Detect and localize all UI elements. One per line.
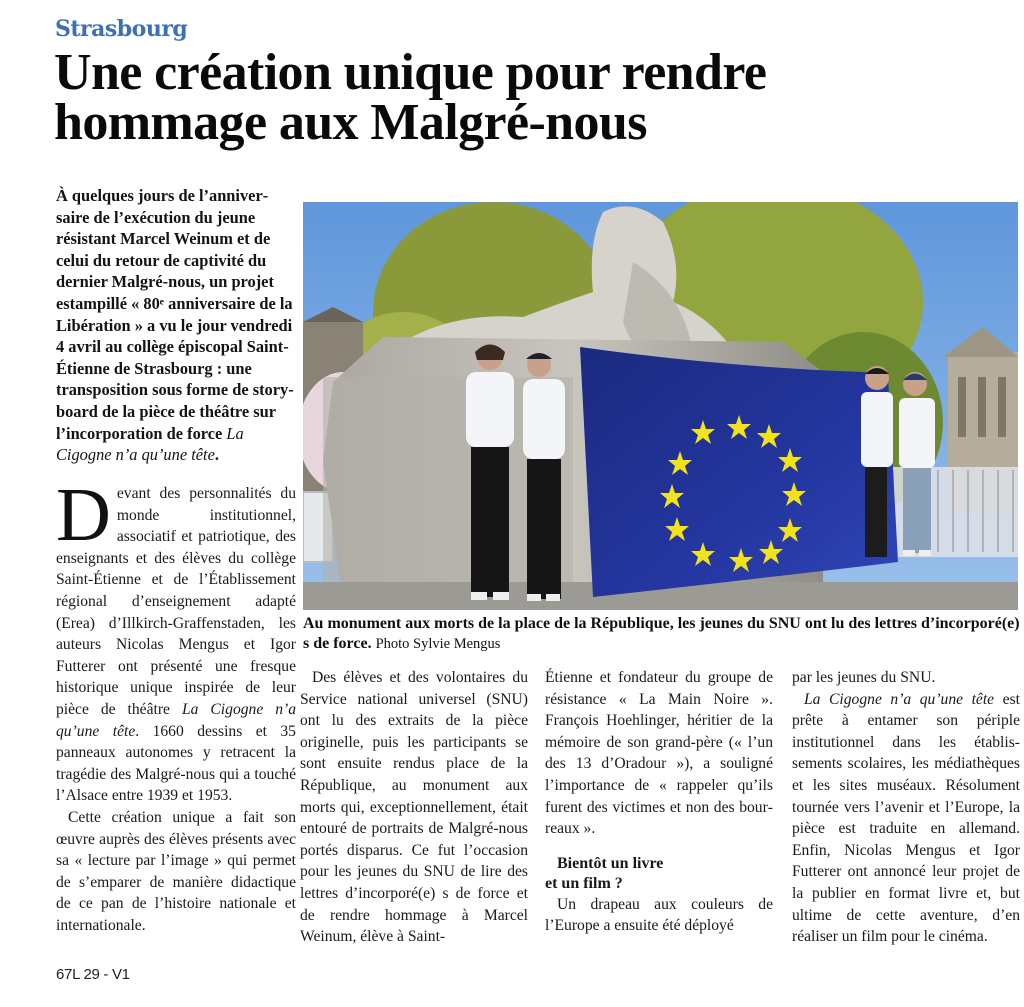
headline-line-1: Une création unique pour rendre bbox=[54, 44, 767, 101]
play-title: La Cigogne n’a qu’une tête bbox=[804, 690, 995, 708]
subheading-line-2: et un film ? bbox=[545, 874, 623, 892]
lead-text: À quelques jours de l’anniversaire de l’exécution du jeune résistant Marcel Weinum et de celui du retour de captivité du dernier Malgré-nous, un projet estampillé « 80ᵉ anniversaire de la Libération » a vu le jour vendredi 4 avril au collège épiscopal Saint-Étienne de Strasbourg : une transposition sous forme de storyboard de la pièce de théâtre sur l’incorporation de force bbox=[56, 186, 294, 443]
headline-line-2: hommage aux Malgré-nous bbox=[54, 94, 647, 151]
paragraph: par les jeunes du SNU. bbox=[792, 669, 936, 686]
paragraph-text: est prête à entamer son périple institutionnel dans les établissements scolaires, les médiathèques et les sites muséaux. Résolument tournée vers l’avenir et l’Europe, la pièce est traduite en allemand. Enfin, Nicolas Mengus et Igor Futterer ont annoncé leur projet de la publier en format livre et, but ultime de cette aventure, d’en réaliser un film pour le cinéma. bbox=[792, 690, 1020, 946]
caption-text: Au monument aux morts de la place de la République, les jeunes du SNU ont lu des lettres d’incorporé(e) s de force. bbox=[303, 615, 1020, 652]
subheading bbox=[545, 854, 773, 894]
paragraph: Cette création unique a fait son œuvre auprès des élèves présents avec sa « lecture par l’image » qui permet de s’emparer de manière didactique de ce pan de l’histoire nationale et internationale. bbox=[56, 808, 296, 934]
drop-cap: D bbox=[56, 473, 111, 557]
photo-eu-flag-monument bbox=[303, 202, 1018, 610]
lead-paragraph bbox=[56, 185, 296, 466]
subheading-line-1: Bientôt un livre bbox=[557, 854, 664, 872]
paragraph: Un drapeau aux couleurs de l’Europe a ensuite été déployé bbox=[545, 895, 773, 935]
photo-caption bbox=[303, 614, 1023, 654]
page-folio: 67L 29 - V1 bbox=[56, 966, 130, 983]
column-4 bbox=[792, 667, 1020, 948]
section-kicker: Strasbourg bbox=[55, 16, 188, 42]
photo-credit: Photo Sylvie Mengus bbox=[375, 636, 501, 652]
paragraph-text: evant des personnalités du monde institutionnel, associatif et patriotique, des enseignants et des élèves du collège Saint-Étienne et de l’Établissement régional d’enseignement adapté (Erea) d’Illkirch-Graffenstaden, les auteurs Nicolas Mengus et Igor Futterer ont présenté une fresque historique unique inspirée de leur pièce de théâtre bbox=[56, 485, 296, 718]
column-1 bbox=[56, 473, 297, 936]
paragraph: Étienne et fondateur du groupe de résistance « La Main Noire ». François Hoehlinger, héritier de la mémoire de son grand-père (« l’un des 13 d’Oradour »), a souligné l’importance de « rappeler qu’ils furent des victimes et non des bourreaux ». bbox=[545, 669, 773, 838]
headline bbox=[54, 44, 1014, 151]
paragraph: Des élèves et des volontaires du Service national universel (SNU) ont lu des extraits de la pièce originelle, puis les participants se sont ensuite rendus place de la République, au monument aux morts qui, exceptionnellement, était entouré de portraits de Malgré-nous portés disparus. Ce fut l’occasion pour les jeunes du SNU de lire des lettres d’incorporé(e) s de force et de rendre hommage à Marcel Weinum, élève à Saint- bbox=[300, 669, 528, 946]
column-3 bbox=[545, 667, 773, 937]
column-2 bbox=[300, 667, 528, 948]
paragraph bbox=[792, 689, 1020, 948]
paragraph-text: . 1660 dessins et 35 panneaux autonomes y retracent la tragédie des Malgré-nous qui a touché l’Alsace entre 1939 et 1953. bbox=[56, 722, 296, 805]
play-title: La Cigogne n’a qu’une tête bbox=[56, 700, 297, 740]
paragraph bbox=[56, 473, 297, 807]
article-photo bbox=[303, 202, 1018, 610]
lead-play-title: La Cigogne n’a qu’une tête bbox=[56, 423, 244, 465]
lead-end: . bbox=[214, 445, 219, 465]
